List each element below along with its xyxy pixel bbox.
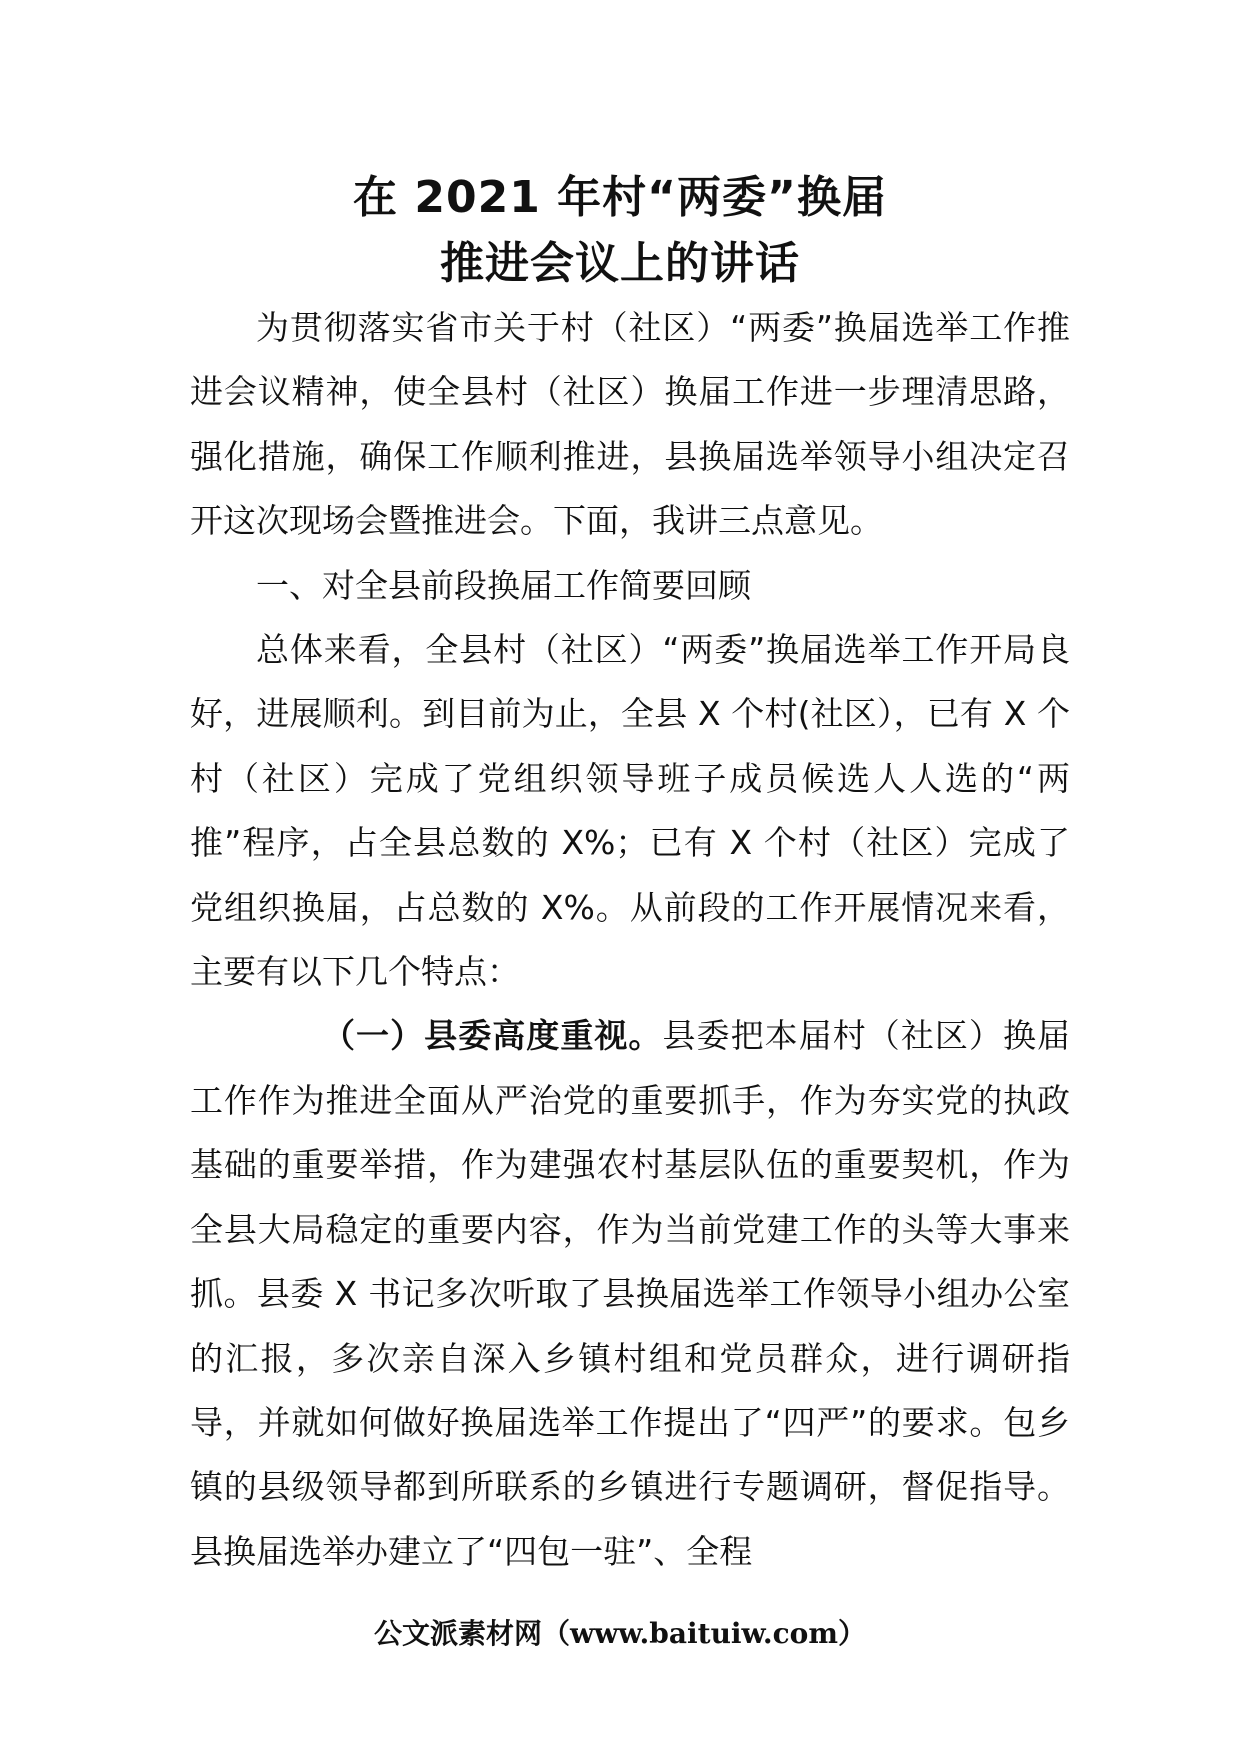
subsection-paragraph	[190, 1004, 1070, 1584]
overview-paragraph: 总体来看，全县村（社区）“两委”换届选举工作开局良好，进展顺利。到目前为止，全县 X 个村(社区），已有 X 个村（社区）完成了党组织领导班子成员候选人人选的“两推”程序，占全县总数的 X%；已有 X 个村（社区）完成了党组织换届，占总数的 X%。从前段的工作开展情况来看，主要有以下几个特点：	[190, 630, 1070, 992]
document-body	[190, 296, 1070, 1584]
subsection-text: 县委把本届村（社区）换届工作作为推进全面从严治党的重要抓手，作为夯实党的执政基础的重要举措，作为建强农村基层队伍的重要契机，作为全县大局稳定的重要内容，作为当前党建工作的头等大事来抓。县委 X 书记多次听取了县换届选举工作领导小组办公室的汇报，多次亲自深入乡镇村组和党员群众，进行调研指导，并就如何做好换届选举工作提出了“四严”的要求。包乡镇的县级领导都到所联系的乡镇进行专题调研，督促指导。县换届选举办建立了“四包一驻”、全程	[190, 1016, 1071, 1571]
subsection-lead: （一）县委高度重视。	[322, 1016, 663, 1056]
footer-watermark: 公文派素材网（www.baituiw.com）	[374, 1617, 866, 1650]
document-title-line2: 推进会议上的讲话	[440, 238, 800, 289]
document-title-line1: 在 2021 年村“两委”换届	[353, 172, 887, 223]
section-heading-1: 一、对全县前段换届工作简要回顾	[256, 565, 751, 605]
intro-paragraph: 为贯彻落实省市关于村（社区）“两委”换届选举工作推进会议精神，使全县村（社区）换届工作进一步理清思路，强化措施，确保工作顺利推进，县换届选举领导小组决定召开这次现场会暨推进会。下面，我讲三点意见。	[190, 308, 1070, 541]
